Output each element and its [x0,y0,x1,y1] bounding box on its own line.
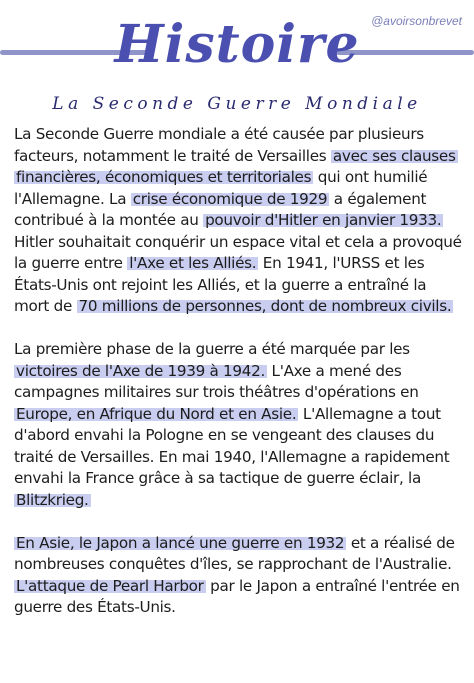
highlighted-text: En Asie, le Japon a lancé une guerre en 1932 [16,533,345,552]
author-handle: @avoirsonbrevet [371,14,462,28]
text-segment: En 1941, l'URSS et les États-Unis ont rejoint les Alliés, et la guerre a entraîné la mort de [14,254,427,315]
text-segment: L'Allemagne a tout d'abord envahi la Pologne en se vengeant des clauses du traité de Versailles. En mai 1940, l'Allemagne a rapidement envahi la France grâce à sa tactique de guerre éclair, la [14,404,450,487]
text-segment: qui ont humilié l'Allemagne. La [14,168,428,208]
text-segment: La première phase de la guerre a été marquée par les [14,340,410,358]
text-segment: par le Japon a entraîné l'entrée en guerre des États-Unis. [14,576,460,616]
page-title: Histoire [114,14,360,75]
highlighted-text: pouvoir d'Hitler en janvier 1933. [205,211,442,229]
highlighted-text: victoires de l'Axe de 1939 à 1942. [16,361,266,380]
page-subtitle: La Seconde Guerre Mondiale [52,94,422,114]
text-segment: La Seconde Guerre mondiale a été causée par plusieurs facteurs, notamment le traité de Versailles [14,125,424,165]
highlighted-text: avec ses clauses financières, économiques et territoriales [16,146,456,186]
paragraph-2 [14,339,464,511]
text-segment: a également contribué à la montée au [14,189,427,229]
text-segment: et a réalisé de nombreuses conquêtes d'îles, se rapprochant de l'Australie. [14,533,455,573]
highlighted-text: 70 millions de personnes, dont de nombreux civils. [78,297,452,315]
highlighted-text: l'Axe et les Alliés. [129,254,257,272]
highlighted-text: Blitzkrieg. [16,490,89,509]
document-body [14,124,464,640]
text-segment: L'Axe a mené des campagnes militaires sur trois théâtres d'opérations en [14,361,419,401]
highlighted-text: Europe, en Afrique du Nord et en Asie. [16,404,297,423]
paragraph-1 [14,124,464,318]
text-segment: Hitler souhaitait conquérir un espace vital et cela a provoqué la guerre entre [14,232,462,272]
highlighted-text: L'attaque de Pearl Harbor [16,576,204,595]
highlighted-text: crise économique de 1929 [132,189,328,208]
paragraph-3 [14,533,464,619]
